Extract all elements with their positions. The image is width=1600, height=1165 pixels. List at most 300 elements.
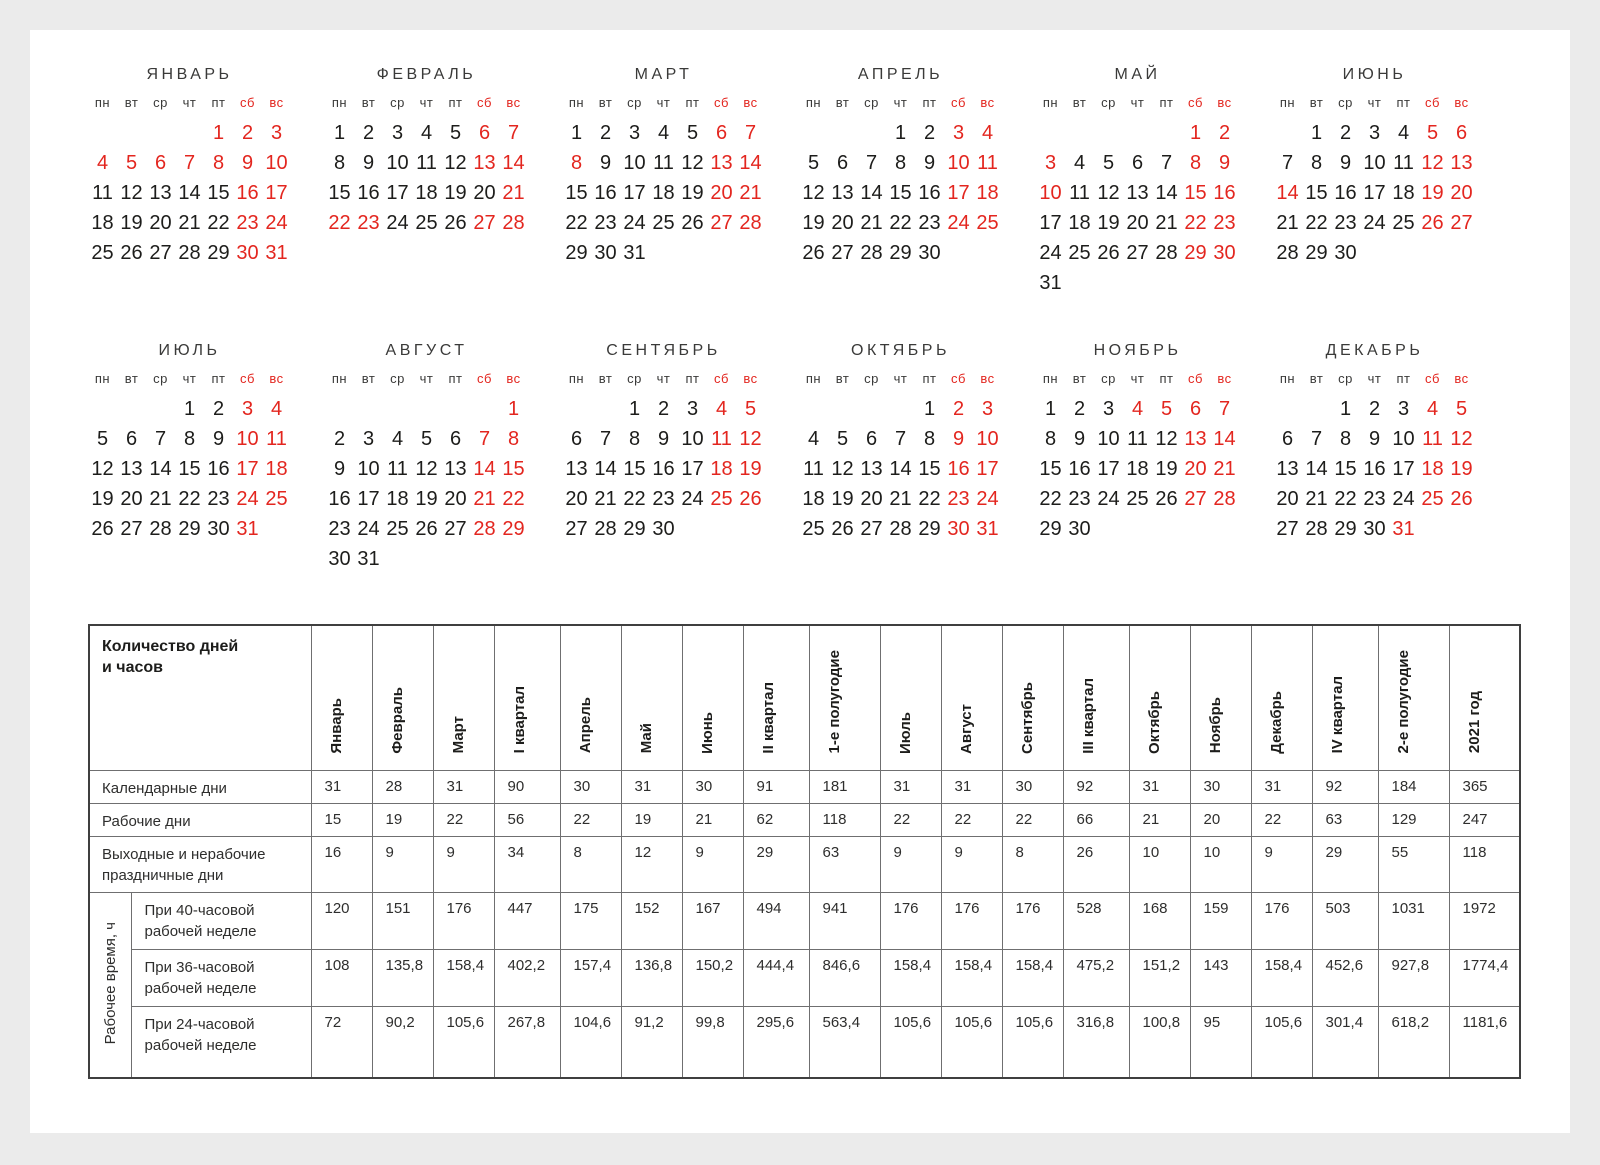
weekday-label: пт	[1159, 371, 1174, 386]
calendar-day: 1	[1044, 398, 1057, 420]
weekday-label: сб	[1188, 371, 1203, 386]
weekday-label: ср	[1101, 371, 1116, 386]
calendar-day: 25	[1068, 242, 1091, 264]
table-cell: 184	[1378, 770, 1449, 803]
calendar-day: 2	[1368, 398, 1381, 420]
calendar-day: 4	[1397, 122, 1410, 144]
calendar-day: 27	[1276, 518, 1299, 540]
table-cell: 31	[880, 770, 941, 803]
calendar-day: 18	[415, 182, 438, 204]
calendar-day: 28	[502, 212, 525, 234]
calendar-day: 25	[652, 212, 675, 234]
calendar-day: 27	[710, 212, 733, 234]
calendar-day: 16	[1068, 458, 1091, 480]
calendar-day: 1	[1189, 122, 1202, 144]
column-header	[1312, 625, 1378, 770]
calendar-day: 2	[1218, 122, 1231, 144]
table-cell: 100,8	[1129, 1006, 1190, 1078]
calendar-day: 17	[947, 182, 970, 204]
month-january	[88, 66, 291, 298]
calendar-day: 18	[265, 458, 288, 480]
calendar-day: 2	[923, 122, 936, 144]
weekday-label: чт	[182, 371, 197, 386]
calendar-day: 28	[860, 242, 883, 264]
table-cell: 176	[1251, 892, 1312, 949]
calendar-day: 28	[739, 212, 762, 234]
calendar-day: 7	[183, 152, 196, 174]
table-cell: 118	[1449, 836, 1520, 892]
calendar-day: 25	[386, 518, 409, 540]
calendar-day: 19	[681, 182, 704, 204]
column-header-label: Февраль	[388, 686, 406, 754]
column-header-label: Июнь	[698, 711, 716, 754]
row-label: Календарные дни	[89, 770, 311, 803]
calendar-day: 29	[1305, 242, 1328, 264]
weekday-label: ср	[1338, 95, 1353, 110]
weekday-label: ср	[390, 371, 405, 386]
table-cell: 444,4	[743, 949, 809, 1006]
column-header-label: Июль	[896, 711, 914, 754]
calendar-day: 22	[1334, 488, 1357, 510]
calendar-day: 20	[831, 212, 854, 234]
month-grid	[1273, 368, 1476, 544]
table-cell: 19	[372, 803, 433, 836]
calendar-day: 18	[1421, 458, 1444, 480]
empty-day-cell	[325, 394, 354, 424]
empty-day-cell	[562, 394, 591, 424]
calendar-day: 29	[623, 518, 646, 540]
calendar-day: 9	[241, 152, 254, 174]
table-cell: 104,6	[560, 1006, 621, 1078]
calendar-day: 20	[120, 488, 143, 510]
calendar-day: 19	[1450, 458, 1473, 480]
table-title-line1: Количество дней	[102, 638, 239, 655]
calendar-day: 11	[1069, 182, 1090, 204]
table-cell: 158,4	[1002, 949, 1063, 1006]
group-label	[89, 892, 131, 1078]
weekday-label: сб	[1425, 95, 1440, 110]
calendar-day: 1	[333, 122, 346, 144]
empty-day-cell	[886, 394, 915, 424]
empty-day-cell	[1036, 118, 1065, 148]
calendar-day: 6	[1455, 122, 1468, 144]
weekday-label: ср	[627, 371, 642, 386]
row-label: При 36-часовой рабочей неделе	[131, 949, 311, 1006]
calendar-day: 19	[831, 488, 854, 510]
calendar-day: 11	[653, 152, 674, 174]
empty-day-cell	[1123, 118, 1152, 148]
table-cell: 118	[809, 803, 880, 836]
calendar-day: 11	[1393, 152, 1414, 174]
weekday-label: сб	[714, 371, 729, 386]
table-cell: 30	[560, 770, 621, 803]
month-march	[562, 66, 765, 298]
calendar-day: 15	[1184, 182, 1207, 204]
calendar-day: 25	[91, 242, 114, 264]
table-cell: 31	[621, 770, 682, 803]
calendar-day: 15	[1334, 458, 1357, 480]
calendar-day: 23	[236, 212, 259, 234]
calendar-day: 15	[1305, 182, 1328, 204]
table-cell: 503	[1312, 892, 1378, 949]
weekday-label: сб	[240, 95, 255, 110]
calendar-day: 19	[1155, 458, 1178, 480]
calendar-day: 2	[333, 428, 346, 450]
calendar-day: 23	[594, 212, 617, 234]
calendar-day: 29	[178, 518, 201, 540]
weekday-label: пт	[1396, 95, 1411, 110]
table-cell: 9	[682, 836, 743, 892]
calendar-day: 12	[681, 152, 704, 174]
table-cell: 20	[1190, 803, 1251, 836]
table-cell: 301,4	[1312, 1006, 1378, 1078]
calendar-day: 28	[1155, 242, 1178, 264]
calendar-day: 26	[1155, 488, 1178, 510]
calendar-day: 13	[473, 152, 496, 174]
table-cell: 846,6	[809, 949, 880, 1006]
weekday-label: пт	[922, 371, 937, 386]
calendar-day: 20	[444, 488, 467, 510]
empty-day-cell	[1273, 118, 1302, 148]
weekday-label: вс	[980, 371, 995, 386]
table-cell: 15	[311, 803, 372, 836]
table-cell: 21	[682, 803, 743, 836]
table-cell: 247	[1449, 803, 1520, 836]
table-cell: 92	[1063, 770, 1129, 803]
weekday-label: вт	[361, 371, 376, 386]
weekday-label: пн	[94, 371, 111, 386]
calendar-day: 16	[947, 458, 970, 480]
calendar-day: 23	[652, 488, 675, 510]
table-cell: 168	[1129, 892, 1190, 949]
table-cell: 150,2	[682, 949, 743, 1006]
calendar-day: 13	[1126, 182, 1149, 204]
empty-day-cell	[470, 394, 499, 424]
calendar-day: 13	[565, 458, 588, 480]
calendar-day: 5	[1160, 398, 1173, 420]
calendar-day: 5	[686, 122, 699, 144]
table-cell: 475,2	[1063, 949, 1129, 1006]
table-row	[89, 892, 1520, 949]
table-cell: 12	[621, 836, 682, 892]
table-cell: 95	[1190, 1006, 1251, 1078]
weekday-label: пн	[1279, 95, 1296, 110]
calendar-day: 3	[628, 122, 641, 144]
calendar-day: 19	[444, 182, 467, 204]
calendar-day: 17	[1097, 458, 1120, 480]
month-september	[562, 342, 765, 574]
calendar-day: 5	[96, 428, 109, 450]
table-cell: 941	[809, 892, 880, 949]
calendar-day: 27	[1184, 488, 1207, 510]
weekday-label: вс	[506, 95, 521, 110]
weekday-label: чт	[656, 371, 671, 386]
calendar-day: 2	[599, 122, 612, 144]
table-row	[89, 1006, 1520, 1078]
weekday-label: вс	[743, 95, 758, 110]
calendar-day: 9	[599, 152, 612, 174]
row-label: Рабочие дни	[89, 803, 311, 836]
calendar-day: 13	[860, 458, 883, 480]
empty-day-cell	[117, 118, 146, 148]
calendar-day: 12	[802, 182, 825, 204]
table-cell: 927,8	[1378, 949, 1449, 1006]
calendar-day: 28	[594, 518, 617, 540]
calendar-day: 6	[865, 428, 878, 450]
group-label-text: Рабочее время, ч	[101, 921, 119, 1044]
calendar-day: 3	[1102, 398, 1115, 420]
table-cell: 91,2	[621, 1006, 682, 1078]
table-cell: 108	[311, 949, 372, 1006]
calendar-day: 30	[1363, 518, 1386, 540]
column-header	[311, 625, 372, 770]
calendar-day: 3	[981, 398, 994, 420]
month-title: ФЕВРАЛЬ	[376, 66, 477, 83]
calendar-day: 18	[802, 488, 825, 510]
calendar-day: 29	[1334, 518, 1357, 540]
column-header	[494, 625, 560, 770]
calendar-day: 19	[1421, 182, 1444, 204]
calendar-day: 10	[1097, 428, 1120, 450]
calendar-day: 4	[1426, 398, 1439, 420]
calendar-day: 3	[1044, 152, 1057, 174]
calendar-day: 10	[947, 152, 970, 174]
calendar-day: 15	[889, 182, 912, 204]
table-cell: 8	[1002, 836, 1063, 892]
empty-day-cell	[117, 394, 146, 424]
calendar-day: 7	[744, 122, 757, 144]
calendar-day: 11	[977, 152, 998, 174]
calendar-day: 27	[149, 242, 172, 264]
calendar-day: 24	[1097, 488, 1120, 510]
table-cell: 158,4	[1251, 949, 1312, 1006]
table-row	[89, 836, 1520, 892]
calendar-day: 9	[952, 428, 965, 450]
calendar-day: 24	[947, 212, 970, 234]
column-header	[621, 625, 682, 770]
column-header	[809, 625, 880, 770]
column-header	[682, 625, 743, 770]
calendar-day: 22	[1184, 212, 1207, 234]
month-grid	[88, 368, 291, 544]
column-header-label: Август	[957, 703, 975, 754]
calendar-day: 13	[149, 182, 172, 204]
calendar-day: 16	[1213, 182, 1236, 204]
calendar-day: 8	[1310, 152, 1323, 174]
table-cell: 63	[1312, 803, 1378, 836]
weekday-label: чт	[419, 95, 434, 110]
empty-day-cell	[88, 394, 117, 424]
table-cell: 1774,4	[1449, 949, 1520, 1006]
calendar-day: 14	[473, 458, 496, 480]
calendar-day: 19	[1097, 212, 1120, 234]
table-cell: 105,6	[1002, 1006, 1063, 1078]
calendar-day: 1	[183, 398, 196, 420]
table-cell: 66	[1063, 803, 1129, 836]
calendar-day: 1	[923, 398, 936, 420]
weekday-label: чт	[419, 371, 434, 386]
column-header-label: IV квартал	[1328, 676, 1346, 754]
calendar-day: 15	[918, 458, 941, 480]
weekday-label: вт	[124, 371, 139, 386]
calendar-day: 30	[1213, 242, 1236, 264]
month-june	[1273, 66, 1476, 298]
table-cell: 618,2	[1378, 1006, 1449, 1078]
table-cell: 34	[494, 836, 560, 892]
calendar-day: 22	[207, 212, 230, 234]
calendar-day: 30	[594, 242, 617, 264]
weekday-label: пн	[1279, 371, 1296, 386]
calendar-day: 17	[1363, 182, 1386, 204]
weekday-label: чт	[893, 371, 908, 386]
calendar-day: 4	[1073, 152, 1086, 174]
month-title: ОКТЯБРЬ	[851, 342, 950, 359]
empty-day-cell	[146, 394, 175, 424]
weekday-label: пт	[211, 371, 226, 386]
calendar-day: 14	[1305, 458, 1328, 480]
weekday-label: вт	[835, 95, 850, 110]
empty-day-cell	[591, 394, 620, 424]
weekday-label: сб	[951, 371, 966, 386]
table-cell: 159	[1190, 892, 1251, 949]
calendar-day: 8	[628, 428, 641, 450]
calendar-day: 6	[125, 428, 138, 450]
weekday-label: вс	[1454, 95, 1469, 110]
calendar-day: 20	[565, 488, 588, 510]
calendar-day: 6	[449, 428, 462, 450]
calendar-day: 28	[1305, 518, 1328, 540]
empty-day-cell	[1065, 118, 1094, 148]
month-grid	[1273, 92, 1476, 268]
calendar-day: 6	[154, 152, 167, 174]
month-grid	[88, 92, 291, 268]
calendar-day: 28	[889, 518, 912, 540]
calendar-day: 3	[362, 428, 375, 450]
calendar-day: 27	[120, 518, 143, 540]
table-header-row	[89, 625, 1520, 770]
table-cell: 63	[809, 836, 880, 892]
calendar-day: 14	[1213, 428, 1236, 450]
column-header	[743, 625, 809, 770]
weekday-label: пн	[1042, 95, 1059, 110]
calendar-day: 8	[923, 428, 936, 450]
weekday-label: пн	[331, 371, 348, 386]
calendar-day: 12	[1421, 152, 1444, 174]
month-grid	[1036, 368, 1239, 544]
calendar-day: 31	[265, 242, 288, 264]
calendar-day: 5	[125, 152, 138, 174]
calendar-day: 20	[473, 182, 496, 204]
calendar-day: 8	[183, 428, 196, 450]
calendar-day: 17	[386, 182, 409, 204]
calendar-day: 25	[976, 212, 999, 234]
calendar-day: 22	[502, 488, 525, 510]
column-header-label: Апрель	[576, 697, 594, 754]
calendar-day: 9	[657, 428, 670, 450]
table-cell: 135,8	[372, 949, 433, 1006]
table-cell: 21	[1129, 803, 1190, 836]
weekday-label: сб	[240, 371, 255, 386]
table-cell: 151,2	[1129, 949, 1190, 1006]
calendar-day: 26	[415, 518, 438, 540]
calendar-day: 22	[918, 488, 941, 510]
weekday-label: вт	[1309, 371, 1324, 386]
calendar-day: 12	[415, 458, 438, 480]
row-label: При 24-часовой рабочей неделе	[131, 1006, 311, 1078]
calendar-day: 8	[894, 152, 907, 174]
weekday-label: пн	[94, 95, 111, 110]
calendar-day: 24	[236, 488, 259, 510]
calendar-day: 1	[1339, 398, 1352, 420]
calendar-day: 23	[918, 212, 941, 234]
calendar-day: 7	[1218, 398, 1231, 420]
table-row	[89, 803, 1520, 836]
calendar-day: 25	[1126, 488, 1149, 510]
table-cell: 28	[372, 770, 433, 803]
calendar-day: 5	[449, 122, 462, 144]
table-cell: 1031	[1378, 892, 1449, 949]
weekday-label: пн	[568, 95, 585, 110]
calendar-day: 7	[1310, 428, 1323, 450]
month-title: СЕНТЯБРЬ	[606, 342, 721, 359]
column-header-label: 2-е полугодие	[1394, 650, 1412, 754]
table-cell: 9	[880, 836, 941, 892]
calendar-day: 9	[923, 152, 936, 174]
calendar-day: 10	[681, 428, 704, 450]
calendar-day: 1	[628, 398, 641, 420]
calendar-day: 4	[1131, 398, 1144, 420]
calendar-day: 26	[444, 212, 467, 234]
weekday-label: ср	[153, 95, 168, 110]
column-header	[1378, 625, 1449, 770]
table-cell: 157,4	[560, 949, 621, 1006]
column-header	[941, 625, 1002, 770]
table-cell: 9	[433, 836, 494, 892]
calendar-day: 15	[502, 458, 525, 480]
calendar-day: 30	[918, 242, 941, 264]
calendar-day: 16	[357, 182, 380, 204]
calendar-day: 28	[1276, 242, 1299, 264]
table-cell: 105,6	[880, 1006, 941, 1078]
table-cell: 402,2	[494, 949, 560, 1006]
calendar-day: 10	[976, 428, 999, 450]
empty-day-cell	[146, 118, 175, 148]
calendar-day: 3	[270, 122, 283, 144]
weekday-label: сб	[1188, 95, 1203, 110]
calendar-day: 16	[918, 182, 941, 204]
weekday-label: сб	[1425, 371, 1440, 386]
column-header	[1129, 625, 1190, 770]
empty-day-cell	[857, 118, 886, 148]
weekday-label: вс	[269, 371, 284, 386]
calendar-day: 11	[711, 428, 732, 450]
calendar-day: 30	[1334, 242, 1357, 264]
calendar-day: 1	[894, 122, 907, 144]
month-december	[1273, 342, 1476, 574]
calendar-day: 15	[328, 182, 351, 204]
calendar-day: 25	[1392, 212, 1415, 234]
calendar-day: 6	[1189, 398, 1202, 420]
calendar-sheet	[30, 30, 1570, 1133]
weekday-label: вс	[1217, 371, 1232, 386]
empty-day-cell	[799, 394, 828, 424]
calendar-day: 2	[212, 398, 225, 420]
table-cell: 10	[1129, 836, 1190, 892]
column-header-label: Ноябрь	[1206, 697, 1224, 754]
weekday-label: вт	[598, 95, 613, 110]
table-cell: 90	[494, 770, 560, 803]
calendar-day: 23	[1363, 488, 1386, 510]
